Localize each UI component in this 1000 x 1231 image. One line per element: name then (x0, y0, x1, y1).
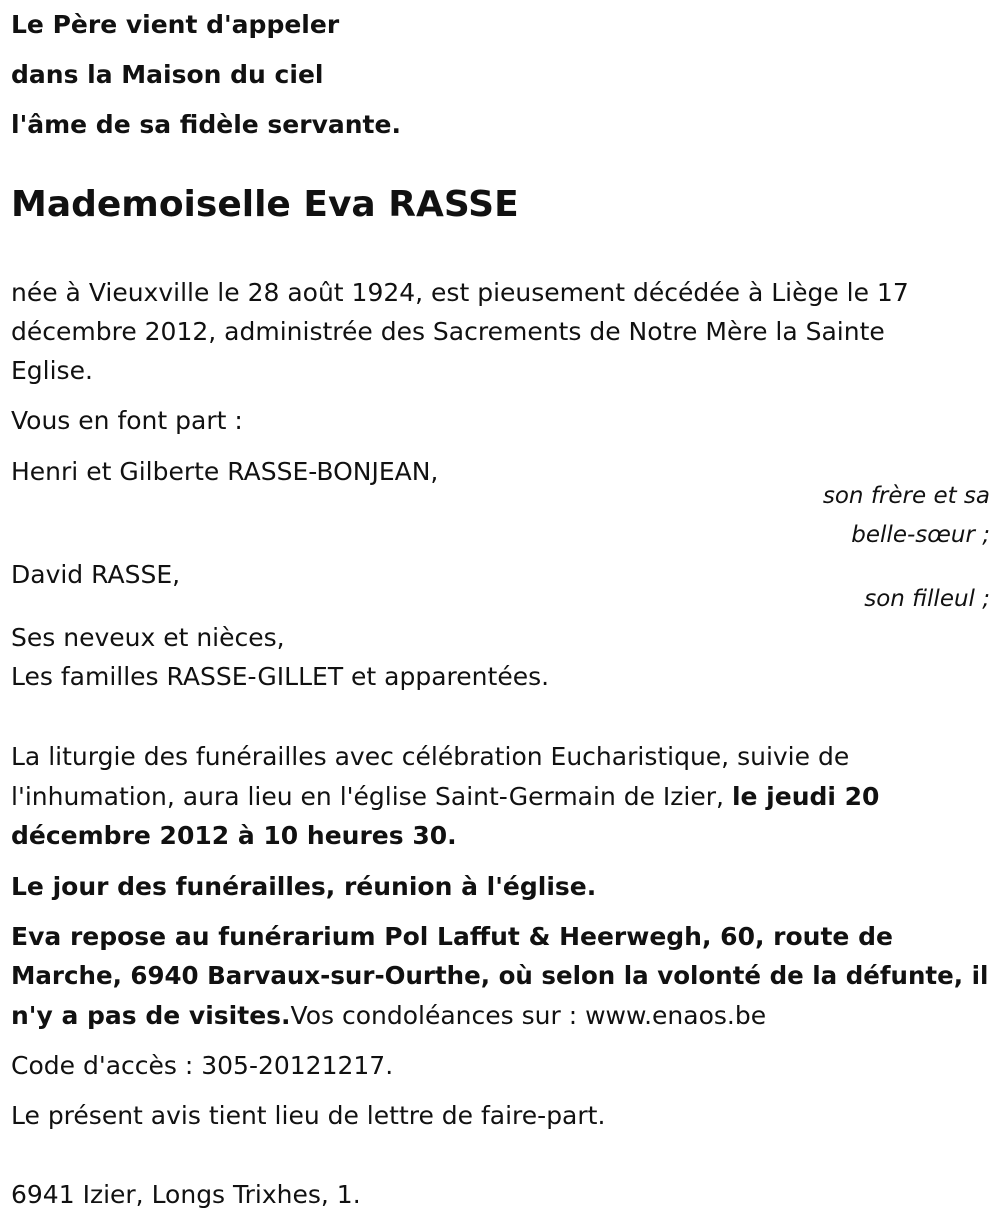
liturgy-line-2-plain: l'inhumation, aura lieu en l'église Saint-Germain de Izier, (11, 782, 732, 811)
address: 6941 Izier, Longs Trixhes, 1. (11, 1180, 361, 1209)
intro-line-3: l'âme de sa fidèle servante. (11, 110, 401, 139)
liturgy-date-part-2: décembre 2012 à 10 heures 30. (11, 821, 457, 850)
liturgy-line-2 (11, 782, 879, 812)
family-david: David RASSE, (11, 560, 181, 589)
family-henri-relation-1: son frère et sa (822, 483, 990, 509)
access-code: Code d'accès : 305-20121217. (11, 1051, 394, 1080)
no-visits-text: n'y a pas de visites. (11, 1001, 291, 1030)
bio-line-1: née à Vieuxville le 28 août 1924, est pieusement décédée à Liège le 17 (11, 278, 909, 307)
condolences-text: Vos condoléances sur : www.enaos.be (290, 1001, 767, 1030)
liturgy-line-1: La liturgie des funérailles avec célébration Eucharistique, suivie de (11, 742, 850, 771)
intro-line-1: Le Père vient d'appeler (11, 10, 340, 39)
family-families: Les familles RASSE-GILLET et apparentées. (11, 662, 550, 691)
family-henri: Henri et Gilberte RASSE-BONJEAN, (11, 457, 439, 486)
family-david-relation: son filleul ; (864, 586, 990, 612)
bio-line-2: décembre 2012, administrée des Sacrements de Notre Mère la Sainte (11, 317, 885, 346)
funerarium-line-1: Eva repose au funérarium Pol Laffut & Heerwegh, 60, route de (11, 922, 893, 951)
meeting-notice: Le jour des funérailles, réunion à l'église. (11, 872, 597, 901)
family-henri-relation-2: belle-sœur ; (851, 522, 990, 548)
notice-text: Le présent avis tient lieu de lettre de faire-part. (11, 1101, 606, 1130)
funerarium-line-2: Marche, 6940 Barvaux-sur-Ourthe, où selon la volonté de la défunte, il (11, 961, 989, 990)
announce-intro: Vous en font part : (11, 406, 243, 435)
intro-line-2: dans la Maison du ciel (11, 60, 324, 89)
funerarium-line-3 (11, 1001, 766, 1031)
deceased-name: Mademoiselle Eva RASSE (11, 184, 519, 225)
liturgy-date-part-1: le jeudi 20 (731, 782, 880, 811)
family-nephews: Ses neveux et nièces, (11, 623, 285, 652)
bio-line-3: Eglise. (11, 356, 93, 385)
